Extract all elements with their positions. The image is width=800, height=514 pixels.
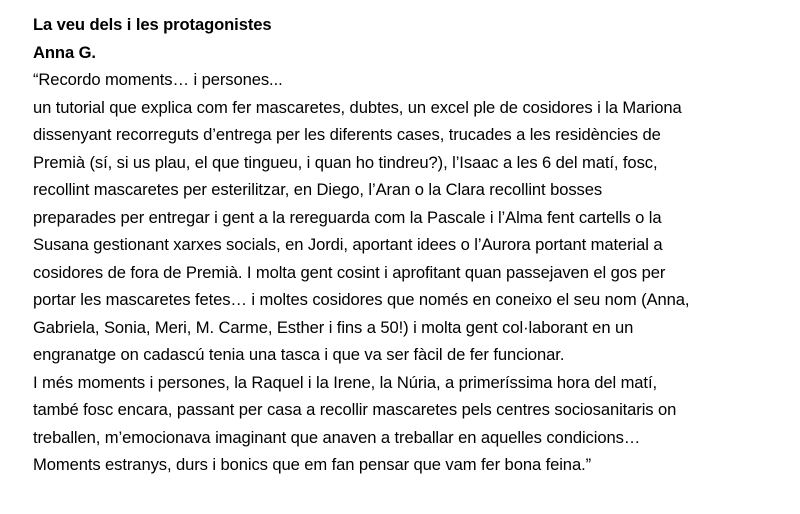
text-line: treballen, m’emocionava imaginant que anaven a treballar en aquelles condicions… bbox=[33, 427, 641, 447]
text-line: portar les mascaretes fetes… i moltes cosidores que només en coneixo el seu nom (Anna, bbox=[33, 290, 690, 309]
document-heading: La veu dels i les protagonistes bbox=[33, 15, 272, 34]
document-body bbox=[33, 11, 793, 479]
text-line: Moments estranys, durs i bonics que em fan pensar que vam fer bona feina.” bbox=[33, 455, 592, 474]
text-line: recollint mascaretes per esterilitzar, en Diego, l’Aran o la Clara recollint bosses bbox=[33, 180, 603, 199]
text-line: un tutorial que explica com fer mascaretes, dubtes, un excel ple de cosidores i la Mariona bbox=[33, 97, 682, 117]
text-line: Premià (sí, si us plau, el que tingueu, i quan ho tindreu?), l’Isaac a les 6 del matí, fosc, bbox=[33, 152, 658, 172]
text-line: engranatge on cadascú tenia una tasca i que va ser fàcil de fer funcionar. bbox=[33, 345, 565, 364]
text-line: cosidores de fora de Premià. I molta gent cosint i aprofitant quan passejaven el gos per bbox=[33, 262, 666, 282]
text-line: dissenyant recorreguts d’entrega per les diferents cases, trucades a les residències de bbox=[33, 125, 661, 144]
text-line: també fosc encara, passant per casa a recollir mascaretes pels centres sociosanitaris on bbox=[33, 400, 677, 419]
text-line: I més moments i persones, la Raquel i la Irene, la Núria, a primeríssima hora del matí, bbox=[33, 372, 657, 392]
author-name: Anna G. bbox=[33, 42, 96, 62]
text-line: Susana gestionant xarxes socials, en Jordi, aportant idees o l’Aurora portant material a bbox=[33, 235, 663, 254]
text-line: “Recordo moments… i persones... bbox=[33, 70, 283, 89]
text-line: Gabriela, Sonia, Meri, M. Carme, Esther i fins a 50!) i molta gent col·laborant en un bbox=[33, 317, 634, 337]
text-line: preparades per entregar i gent a la rereguarda com la Pascale i l’Alma fent cartells o la bbox=[33, 207, 662, 227]
